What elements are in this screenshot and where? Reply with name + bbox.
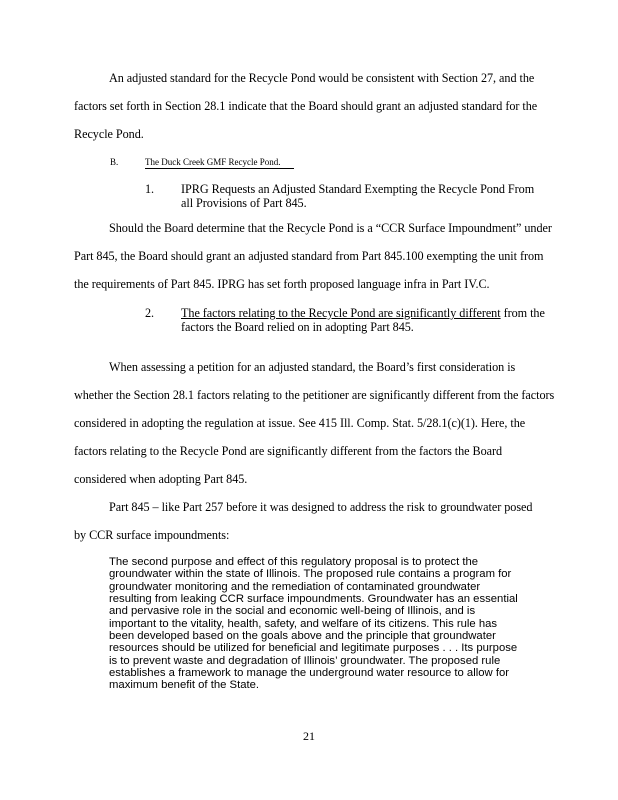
- quote-line-3: groundwater monitoring and the remediation of contaminated groundwater: [109, 580, 481, 593]
- item-2-line-2: factors the Board relied on in adopting Part 845.: [181, 320, 414, 334]
- paragraph-4-line-1: Part 845 – like Part 257 before it was designed to address the risk to groundwater posed: [109, 500, 533, 514]
- item-2-line-1-rest: from the: [500, 306, 545, 320]
- paragraph-2-line-2: Part 845, the Board should grant an adjusted standard from Part 845.100 exempting the unit from: [74, 249, 544, 263]
- item-1-number: 1.: [145, 182, 155, 196]
- section-b-title: The Duck Creek GMF Recycle Pond.: [145, 156, 294, 169]
- paragraph-3-line-3: considered in adopting the regulation at issue. See 415 Ill. Comp. Stat. 5/28.1(c)(1). Here, the: [74, 416, 526, 430]
- quote-line-1: The second purpose and effect of this regulatory proposal is to protect the: [109, 556, 479, 568]
- paragraph-1-line-3: Recycle Pond.: [74, 127, 144, 141]
- paragraph-1-line-2: factors set forth in Section 28.1 indicate that the Board should grant an adjusted standard for the: [74, 99, 538, 113]
- item-1-line-2: all Provisions of Part 845.: [181, 196, 307, 210]
- block-quote: [109, 556, 549, 692]
- quote-line-2: groundwater within the state of Illinois. The proposed rule contains a program for: [109, 568, 512, 581]
- quote-line-8: resources should be utilized for beneficial and legitimate purposes . . . Its purpose: [109, 642, 518, 655]
- section-b-label: B.: [110, 157, 119, 167]
- quote-line-9: is to prevent waste and degradation of Illinois’ groundwater. The proposed rule: [109, 654, 501, 667]
- quote-line-10: establishes a framework to manage the underground water resource to allow for: [109, 667, 509, 680]
- paragraph-2-line-3: the requirements of Part 845. IPRG has set forth proposed language infra in Part IV.C.: [74, 277, 490, 291]
- item-1-line-1: IPRG Requests an Adjusted Standard Exempting the Recycle Pond From: [181, 182, 535, 196]
- paragraph-2-line-1: Should the Board determine that the Recycle Pond is a “CCR Surface Impoundment” under: [109, 221, 552, 235]
- quote-line-6: important to the vitality, health, safety, and welfare of its citizens. This rule has: [109, 617, 498, 630]
- item-2-number: 2.: [145, 306, 155, 320]
- paragraph-3-line-4: factors relating to the Recycle Pond are significantly different from the factors the Board: [74, 444, 503, 458]
- paragraph-3-line-2: whether the Section 28.1 factors relating to the petitioner are significantly different from the factors: [74, 388, 555, 402]
- paragraph-3-line-5: considered when adopting Part 845.: [74, 472, 248, 486]
- page-number: 21: [303, 729, 315, 743]
- paragraph-1-line-1: An adjusted standard for the Recycle Pond would be consistent with Section 27, and the: [109, 71, 535, 85]
- item-2-line-1: [181, 306, 545, 321]
- paragraph-3-line-1: When assessing a petition for an adjusted standard, the Board’s first consideration is: [109, 360, 516, 374]
- quote-line-4: resulting from leaking CCR surface impoundments. Groundwater has an essential: [109, 593, 518, 606]
- quote-line-5: and pervasive role in the social and economic well-being of Illinois, and is: [109, 605, 476, 618]
- paragraph-4-line-2: by CCR surface impoundments:: [74, 528, 230, 542]
- quote-line-7: been developed based on the goals above and the principle that groundwater: [109, 630, 496, 643]
- item-2-underlined-text: The factors relating to the Recycle Pond are significantly different: [181, 306, 501, 320]
- quote-line-11: maximum benefit of the State.: [109, 679, 260, 692]
